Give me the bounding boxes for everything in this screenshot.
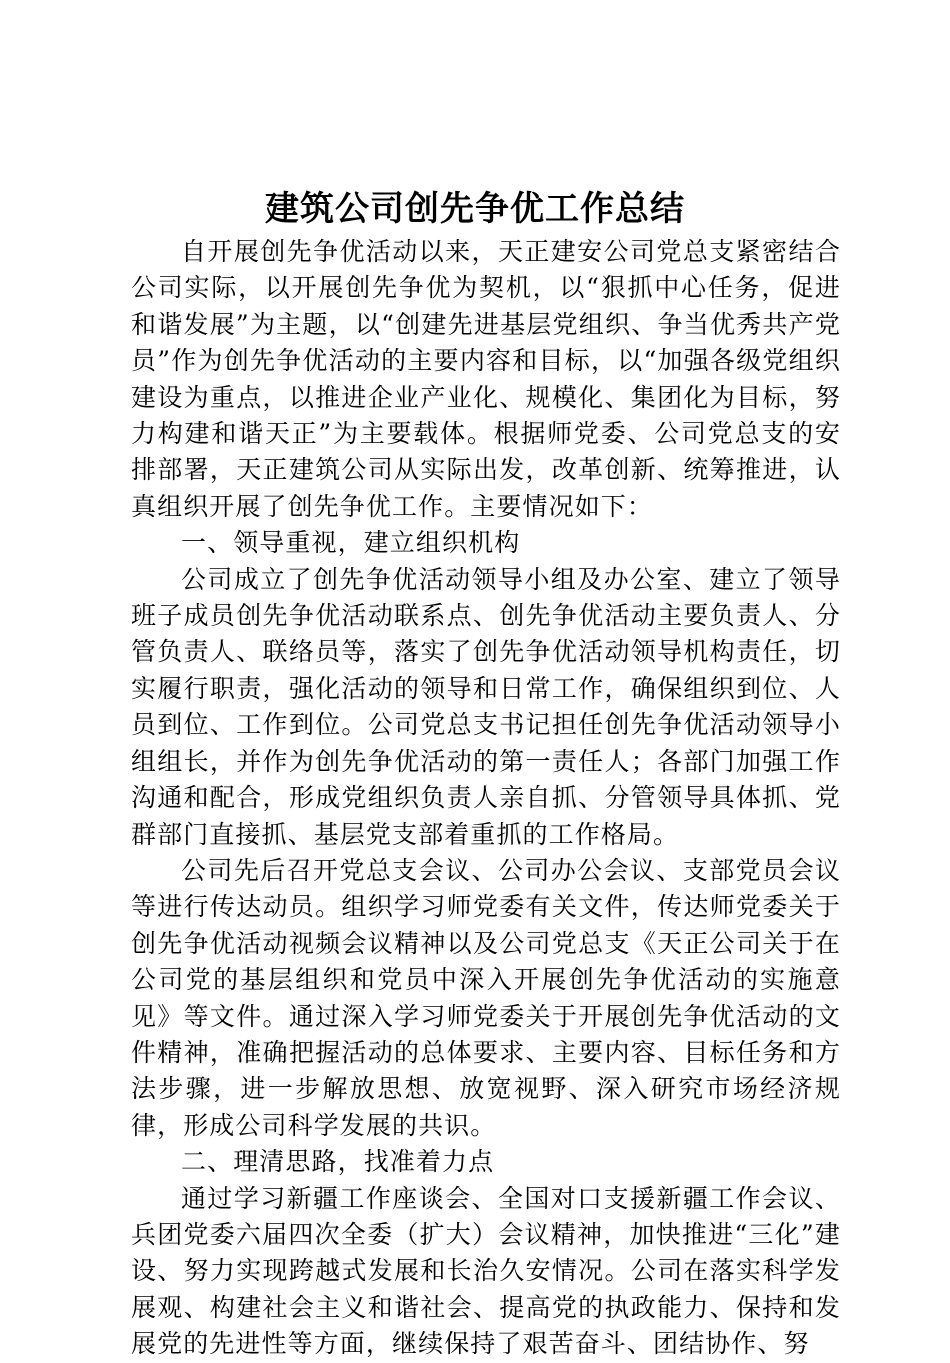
section-heading-2: 二、理清思路，找准着力点 [181,1147,495,1177]
body-paragraph: 通过学习新疆工作座谈会、全国对口支援新疆工作会议、兵团党委六届四次全委（扩大）会议精神，加快推进“三化”建设、努力实现跨越式发展和长治久安情况。公司在落实科学发展观、构建社会主义和谐社会、提高党的执政能力、保持和发展党的先进性等方面，继续保持了艰苦奋斗、团结协作、努 [131,1183,841,1359]
document-title: 建筑公司创先争优工作总结 [265,189,685,229]
section-heading-1: 一、领导重视，建立组织机构 [181,528,521,558]
document-body [131,234,841,1363]
intro-paragraph: 自开展创先争优活动以来，天正建安公司党总支紧密结合公司实际，以开展创先争优为契机，以“狠抓中心任务，促进和谐发展”为主题，以“创建先进基层党组织、争当优秀共产党员”作为创先争优活动的主要内容和目标，以“加强各级党组织建设为重点，以推进企业产业化、规模化、集团化为目标，努力构建和谐天正”为主要载体。根据师党委、公司党总支的安排部署，天正建筑公司从实际出发，改革创新、统筹推进，认真组织开展了创先争优工作。主要情况如下： [131,237,841,521]
body-paragraph: 公司先后召开党总支会议、公司办公会议、支部党员会议等进行传达动员。组织学习师党委有关文件，传达师党委关于创先争优活动视频会议精神以及公司党总支《天正公司关于在公司党的基层组织和党员中深入开展创先争优活动的实施意见》等文件。通过深入学习师党委关于开展创先争优活动的文件精神，准确把握活动的总体要求、主要内容、目标任务和方法步骤，进一步解放思想、放宽视野、深入研究市场经济规律，形成公司科学发展的共识。 [131,855,841,1140]
body-paragraph: 公司成立了创先争优活动领导小组及办公室、建立了领导班子成员创先争优活动联系点、创先争优活动主要负责人、分管负责人、联络员等，落实了创先争优活动领导机构责任，切实履行职责，强化活动的领导和日常工作，确保组织到位、人员到位、工作到位。公司党总支书记担任创先争优活动领导小组组长，并作为创先争优活动的第一责任人；各部门加强工作沟通和配合，形成党组织负责人亲自抓、分管领导具体抓、党群部门直接抓、基层党支部着重抓的工作格局。 [131,564,841,849]
